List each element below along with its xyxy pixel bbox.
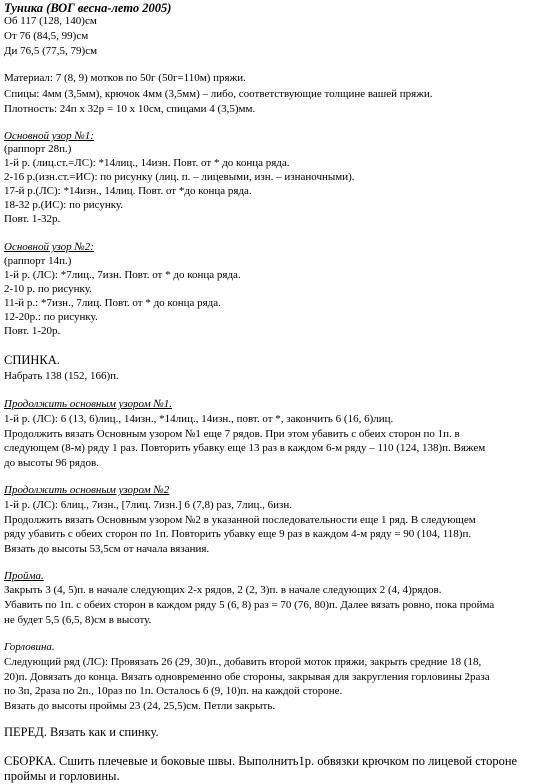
pattern1-line: 18-32 р.(ИС): по рисунку. — [4, 199, 124, 211]
continue1-line: 1-й р. (ЛС): 6 (13, 6)лиц., 14изн., *14лиц., 14изн., повт. от *, закончить 6 (16, 6)лиц. — [4, 413, 394, 425]
assembly-line: проймы и горловины. — [4, 769, 120, 783]
materials-line: Материал: 7 (8, 9) мотков по 50г (50г=110м) пряжи. — [4, 72, 246, 84]
pattern2-line: (раппорт 14п.) — [4, 255, 72, 267]
pattern2-line: 11-й р.: *7изн., 7лиц. Повт. от * до конца ряда. — [4, 297, 221, 309]
pattern1-heading: Основной узор №1: — [4, 130, 94, 142]
gauge-line: Плотность: 24п х 32р = 10 х 10см, спицами 4 (3,5)мм. — [4, 103, 256, 115]
continue2-line: 1-й р. (ЛС): 6лиц., 7изн., [7лиц. 7изн.] 6 (7,8) раз, 7лиц., 6изн. — [4, 499, 293, 511]
needles-line: Спицы: 4мм (3,5мм), крючок 4мм (3,5мм) – либо, соответствующие толщине вашей пряжи. — [4, 88, 433, 100]
continue2-heading: Продолжить основным узором №2 — [4, 484, 170, 496]
front-line: ПЕРЕД. Вязать как и спинку. — [4, 725, 159, 739]
continue1-line: Продолжить вязать Основным узором №1 еще 7 рядов. При этом убавить с обеих сторон по 1п. в — [4, 428, 460, 440]
neck-line: по 3п, 2раза по 2п., 10раз по 1п. Осталось 6 (9, 10)п. на каждой стороне. — [4, 685, 343, 697]
continue1-line: следующем (8-м) ряду 1 раз. Повторить убавку еще 13 раз в каждом 6-м ряду – 110 (124, 138)п. Вяжем — [4, 442, 486, 454]
measurement-line: Ди 76,5 (77,5, 79)см — [4, 45, 98, 57]
armhole-line: не будет 5,5 (6,5, 8)см в высоту. — [4, 614, 152, 626]
back-heading: СПИНКА. — [4, 353, 60, 367]
armhole-heading: Пройма. — [4, 570, 44, 582]
armhole-line: Закрыть 3 (4, 5)п. в начале следующих 2-х рядов, 2 (2, 3)п. в начале следующих 2 (4, 4)рядов. — [4, 584, 442, 596]
pattern1-line: 1-й р. (лиц.ст.=ЛС): *14лиц., 14изн. Повт. от * до конца ряда. — [4, 157, 290, 169]
continue2-line: Вязать до высоты 53,5см от начала вязания. — [4, 543, 210, 555]
pattern2-line: 1-й р. (ЛС): *7лиц., 7изн. Повт. от * до конца ряда. — [4, 269, 241, 281]
continue1-heading: Продолжить основным узором №1. — [4, 398, 172, 410]
pattern1-line: (раппорт 28п.) — [4, 143, 72, 155]
neck-line: Вязать до высоты проймы 23 (24, 25,5)см. Петли закрыть. — [4, 700, 276, 712]
continue2-line: ряду убавить с обеих сторон по 1п. Повторить убавку еще 9 раз в каждом 4-м ряду = 90 (104, 118)п. — [4, 528, 472, 540]
measurement-line: От 76 (84,5, 99)см — [4, 30, 89, 42]
continue1-line: до высоты 96 рядов. — [4, 457, 99, 469]
neck-heading: Горловина. — [4, 641, 55, 653]
continue2-line: Продолжить вязать Основным узором №2 в указанной последовательности еще 1 ряд. В следующем — [4, 514, 476, 526]
neck-line: 20)п. Довязать до конца. Вязать одновременно обе стороны, закрывая для закругления горловины 2раза — [4, 671, 490, 683]
pattern2-line: 2-10 р. по рисунку. — [4, 283, 92, 295]
pattern2-heading: Основной узор №2: — [4, 241, 94, 253]
pattern2-line: Повт. 1-20р. — [4, 325, 61, 337]
pattern1-line: 2-16 р.(изн.ст.=ИС): по рисунку (лиц. п. – лицевыми, изн. – изнаночными). — [4, 171, 355, 183]
armhole-line: Убавить по 1п. с обеих сторон в каждом ряду 5 (6, 8) раз = 70 (76, 80)п. Далее вязать ровно, пока пройма — [4, 599, 495, 611]
pattern2-line: 12-20р.: по рисунку. — [4, 311, 98, 323]
pattern1-line: 17-й р.(ЛС): *14изн., 14лиц. Повт. от *до конца ряда. — [4, 185, 252, 197]
back-line: Набрать 138 (152, 166)п. — [4, 370, 119, 382]
neck-line: Следующий ряд (ЛС): Провязать 26 (29, 30)п., добавить второй моток пряжи, закрыть средние 18 (18, — [4, 656, 482, 668]
pattern1-line: Повт. 1-32р. — [4, 213, 61, 225]
measurement-line: Об 117 (128, 140)см — [4, 15, 97, 27]
page-title: Туника (ВОГ весна-лето 2005) — [4, 1, 172, 15]
assembly-line: СБОРКА. Сшить плечевые и боковые швы. Выполнить1р. обвязки крючком по лицевой стороне — [4, 754, 518, 768]
